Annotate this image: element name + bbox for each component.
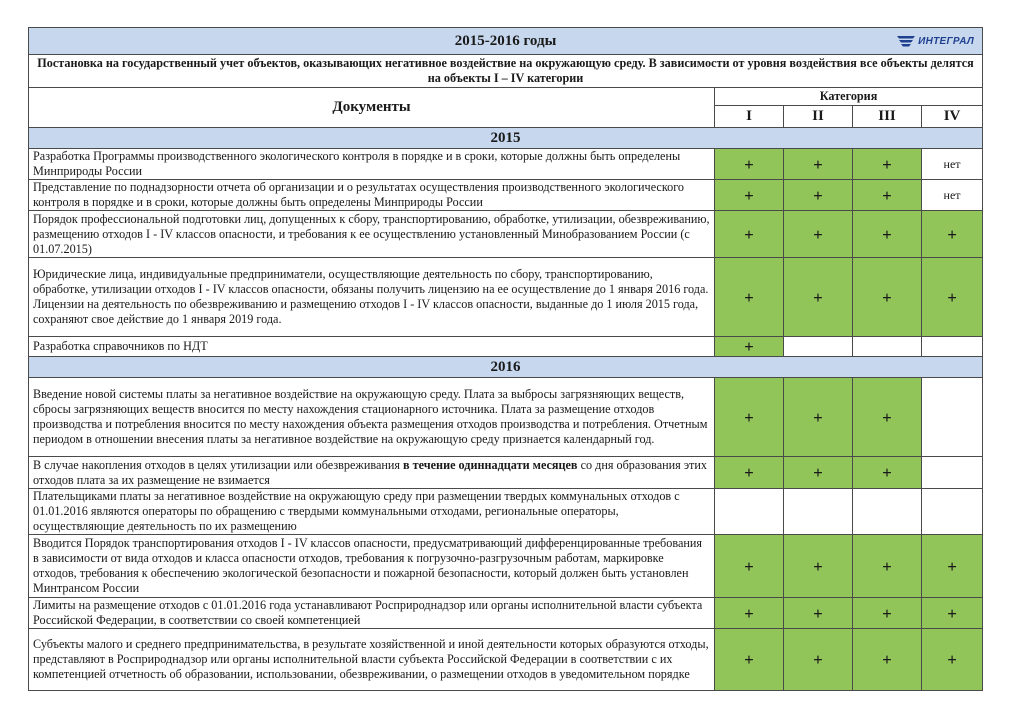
category-iv-cell: + <box>922 258 983 337</box>
year-heading: 2015 <box>29 128 983 149</box>
table-row <box>29 489 983 535</box>
category-iii-cell: + <box>853 211 922 258</box>
category-iv-cell: нет <box>922 180 983 211</box>
category-iv-cell: + <box>922 629 983 691</box>
document-text <box>29 149 715 180</box>
document-paragraph: Лимиты на размещение отходов с 01.01.2016 года устанавливают Росприроднадзор или органы исполнительной власти субъекта Российской Федерации, в соответствии со своей компетенцией <box>33 598 703 627</box>
document-text <box>29 598 715 629</box>
category-i-cell: + <box>715 378 784 457</box>
category-iv-cell <box>922 489 983 535</box>
document-paragraph: Вводится Порядок транспортирования отходов I - IV классов опасности, предусматривающий дифференцированные требования в зависимости от вида отходов и класса опасности отходов, требования к погрузочно-разгрузочным работам, маркировке отходов, требования к обеспечению экологической безопасности и пожарной безопасности, который должен быть установлен Минтрансом России <box>33 536 703 595</box>
category-iv-cell: нет <box>922 149 983 180</box>
table-row <box>29 535 983 598</box>
category-iii-cell: + <box>853 457 922 489</box>
category-iii-cell: + <box>853 378 922 457</box>
category-ii-cell: + <box>784 211 853 258</box>
title-row <box>29 28 983 55</box>
document-text-emphasis: в течение одиннадцати месяцев <box>403 457 578 472</box>
category-i-cell: + <box>715 180 784 211</box>
category-iii-cell: + <box>853 258 922 337</box>
year-row <box>29 128 983 149</box>
document-text <box>29 457 715 489</box>
document-paragraph: Субъекты малого и среднего предпринимательства, в результате хозяйственной и иной деятельности которых образуются отходы, представляют в Росприроднадзор или органы исполнительной власти субъекта Российской Федерации в соответствии с их компетенцией отчетность об образовании, использовании, обезвреживании, о размещении отходов в уведомительном порядке <box>33 637 709 681</box>
document-text <box>29 180 715 211</box>
category-ii-cell: + <box>784 180 853 211</box>
logo-mark-icon <box>895 34 917 48</box>
category-iii-cell: + <box>853 535 922 598</box>
category-iii-cell <box>853 489 922 535</box>
page-title: 2015-2016 годы <box>454 32 557 49</box>
logo-text: ИНТЕГРАЛ <box>918 35 975 47</box>
table-row <box>29 457 983 489</box>
intro-row <box>29 55 983 88</box>
category-i-cell: + <box>715 535 784 598</box>
category-i-cell: + <box>715 337 784 357</box>
document-text <box>29 489 715 535</box>
category-i-cell: + <box>715 598 784 629</box>
category-ii-cell: + <box>784 457 853 489</box>
year-row <box>29 357 983 378</box>
category-ii-cell: + <box>784 378 853 457</box>
category-iv-cell: + <box>922 211 983 258</box>
document-text <box>29 258 715 337</box>
intro-text: Постановка на государственный учет объектов, оказывающих негативное воздействие на окружающую среду. В зависимости от уровня воздействия все объекты делятся на объекты I – IV категории <box>29 55 983 88</box>
year-heading: 2016 <box>29 357 983 378</box>
header-row-1 <box>29 88 983 106</box>
document-text <box>29 378 715 457</box>
document-text <box>29 535 715 598</box>
category-iv-cell <box>922 337 983 357</box>
category-i-header: I <box>715 106 784 128</box>
category-i-cell <box>715 489 784 535</box>
category-i-cell: + <box>715 629 784 691</box>
table-row <box>29 149 983 180</box>
document-text <box>29 337 715 357</box>
table-row <box>29 180 983 211</box>
category-ii-cell: + <box>784 149 853 180</box>
category-header: Категория <box>715 88 983 106</box>
table-row <box>29 598 983 629</box>
category-iii-cell <box>853 337 922 357</box>
document-paragraph: Разработка справочников по НДТ <box>33 339 208 353</box>
document-paragraph: Представление по поднадзорности отчета об организации и о результатах осуществления производственного экологического контроля в порядке и в сроки, которые должны быть определены Минприроды России <box>33 180 684 209</box>
category-iii-cell: + <box>853 180 922 211</box>
category-iii-cell: + <box>853 629 922 691</box>
table-row <box>29 211 983 258</box>
document-paragraph: Порядок профессиональной подготовки лиц, допущенных к сбору, транспортированию, обработке, утилизации, обезвреживанию, размещению отходов I - IV классов опасности, и требования к ее осуществлению установленный Минобразованием России (с 01.07.2015) <box>33 211 710 256</box>
document-paragraph: Плательщиками платы за негативное воздействие на окружающую среду при размещении твердых коммунальных отходов с 01.01.2016 являются операторы по обращению с твердыми коммунальными отходами, региональные операторы, осуществляющие деятельность по их размещению <box>33 489 680 533</box>
category-i-cell: + <box>715 457 784 489</box>
table-row <box>29 378 983 457</box>
category-ii-cell <box>784 337 853 357</box>
category-ii-cell: + <box>784 629 853 691</box>
table-row <box>29 337 983 357</box>
requirements-table <box>28 27 983 691</box>
category-iii-cell: + <box>853 598 922 629</box>
category-iv-cell <box>922 457 983 489</box>
document-text <box>29 629 715 691</box>
document-text-part: со дня образования этих отходов плата за их размещение не взимается <box>33 457 707 487</box>
page-title-cell <box>29 28 983 55</box>
document-paragraph: Юридические лица, индивидуальные предприниматели, осуществляющие деятельность по сбору, транспортированию, обработке, утилизации отходов I - IV классов опасности, обязаны получить лицензию на ее осуществление до 1 января 2016 года. <box>33 267 709 296</box>
document-text-part: В случае накопления отходов в целях утилизации или обезвреживания <box>33 457 404 472</box>
document-sheet <box>28 27 982 691</box>
category-ii-cell: + <box>784 598 853 629</box>
document-paragraph: Введение новой системы платы за негативное воздействие на окружающую среду. Плата за выбросы загрязняющих веществ, сбросы загрязняющих веществ вносится по месту нахождения стационарного источника. Плата за размещение отходов производства и потребления вносится по месту нахождения объекта размещения отходов производства и потребления. Отчетным периодом в отношении внесения платы за негативное воздействие на окружающую среду признается календарный год. <box>33 387 708 446</box>
category-iii-cell: + <box>853 149 922 180</box>
category-ii-cell <box>784 489 853 535</box>
table-row <box>29 258 983 337</box>
category-ii-cell: + <box>784 258 853 337</box>
category-iv-cell <box>922 378 983 457</box>
document-paragraph: Разработка Программы производственного экологического контроля в порядке и в сроки, которые должны быть определены Минприроды России <box>33 149 681 178</box>
category-iv-cell: + <box>922 535 983 598</box>
document-paragraph: Лицензии на деятельность по обезвреживанию и размещению отходов I - IV классов опасности, выданные до 1 июля 2015 года, сохраняют свое действие до 1 января 2019 года. <box>33 297 699 326</box>
category-i-cell: + <box>715 149 784 180</box>
category-ii-header: II <box>784 106 853 128</box>
category-iv-header: IV <box>922 106 983 128</box>
category-i-cell: + <box>715 211 784 258</box>
category-i-cell: + <box>715 258 784 337</box>
documents-header: Документы <box>29 88 715 128</box>
category-iii-header: III <box>853 106 922 128</box>
category-ii-cell: + <box>784 535 853 598</box>
document-text <box>29 211 715 258</box>
category-iv-cell: + <box>922 598 983 629</box>
company-logo <box>895 31 974 51</box>
table-row <box>29 629 983 691</box>
